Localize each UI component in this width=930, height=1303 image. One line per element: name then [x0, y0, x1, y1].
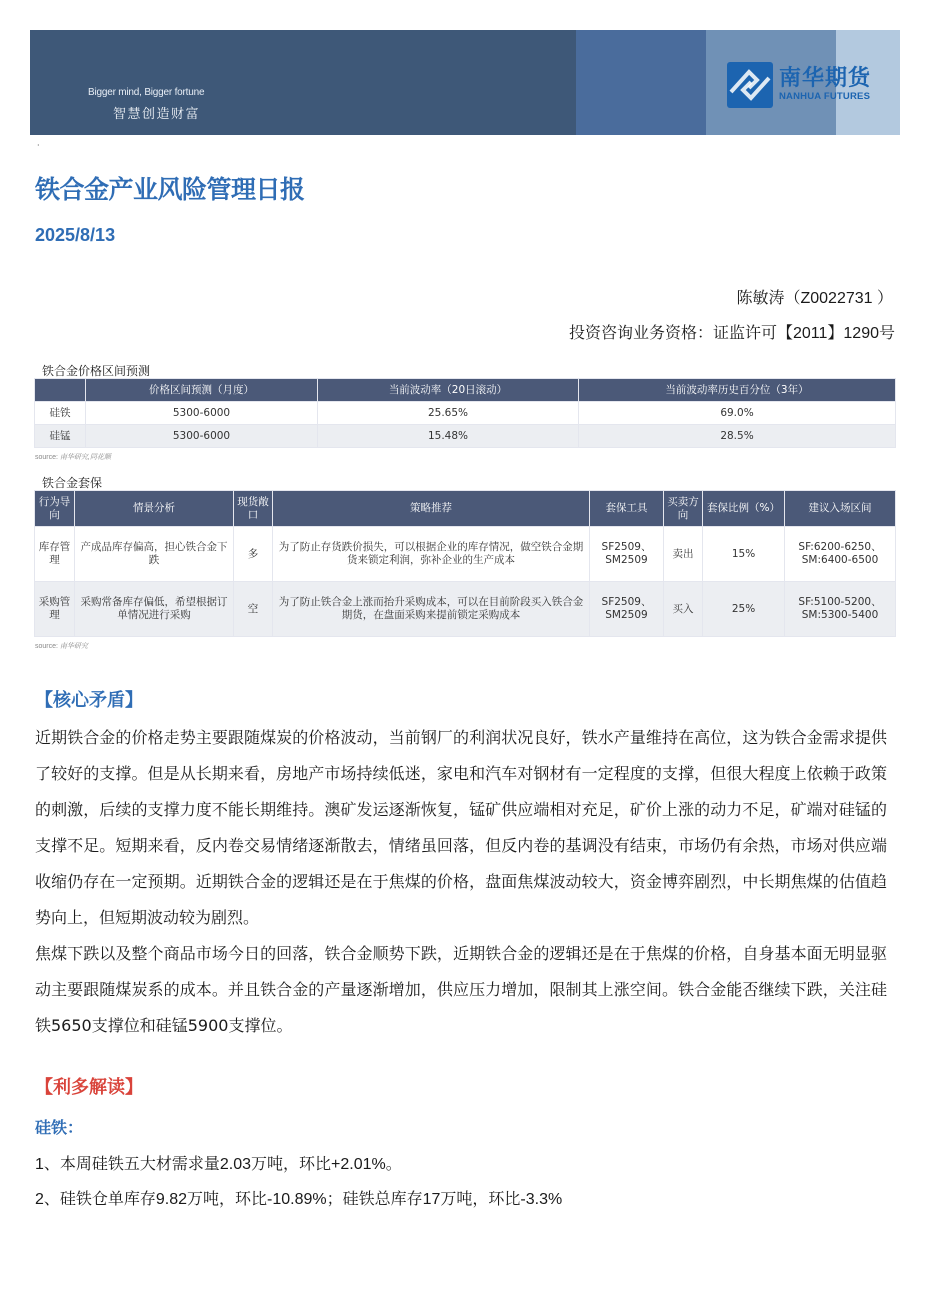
- header-banner: [30, 30, 900, 135]
- column-header: [35, 379, 86, 402]
- row-label: 硅锰: [35, 425, 86, 448]
- hedge-strategy-table: [34, 490, 896, 637]
- column-header: 行为导向: [35, 491, 75, 527]
- marker-dot: ·: [37, 141, 40, 150]
- table-cell: SF2509、SM2509: [590, 527, 664, 582]
- source-value: 南华研究: [59, 643, 88, 650]
- column-header: 当前波动率历史百分位（3年）: [579, 379, 896, 402]
- table-cell: SF:6200-6250、SM:6400-6500: [785, 527, 896, 582]
- column-header: 现货敞口: [234, 491, 273, 527]
- column-header: 情景分析: [75, 491, 234, 527]
- table-cell: 多: [234, 527, 273, 582]
- column-header: 策略推荐: [273, 491, 590, 527]
- price-table-source: [35, 452, 111, 462]
- table-row: [35, 425, 896, 448]
- column-header: 买卖方向: [664, 491, 703, 527]
- report-date: 2025/8/13: [35, 225, 116, 245]
- bullish-item: 1、本周硅铁五大材需求量2.03万吨，环比+2.01%。: [35, 1156, 402, 1173]
- license-info: 投资咨询业务资格：证监许可【2011】1290号: [568, 325, 895, 342]
- banner-band: [576, 30, 708, 135]
- table-cell: SF2509、SM2509: [590, 582, 664, 637]
- table-cell: 为了防止铁合金上涨而抬升采购成本，可以在目前阶段买入铁合金期货，在盘面采购来提前锁定采购成本: [273, 582, 590, 637]
- column-header: 套保比例（%）: [703, 491, 785, 527]
- table-cell: 25.65%: [318, 402, 579, 425]
- report-title: 铁合金产业风险管理日报: [35, 175, 305, 204]
- table-cell: 采购常备库存偏低，希望根据订单情况进行采购: [75, 582, 234, 637]
- table-cell: 买入: [664, 582, 703, 637]
- table-cell: 25%: [703, 582, 785, 637]
- table-cell: 卖出: [664, 527, 703, 582]
- table-cell: 空: [234, 582, 273, 637]
- company-logo: [727, 62, 871, 108]
- column-header: 套保工具: [590, 491, 664, 527]
- column-header: 价格区间预测（月度）: [86, 379, 318, 402]
- source-label: source:: [35, 454, 58, 461]
- table-cell: SF:5100-5200、SM:5300-5400: [785, 582, 896, 637]
- table-cell: 库存管理: [35, 527, 75, 582]
- slogan-chinese: 智慧创造财富: [113, 107, 201, 122]
- table-cell: 28.5%: [579, 425, 896, 448]
- column-header: 建议入场区间: [785, 491, 896, 527]
- table-cell: 5300-6000: [86, 425, 318, 448]
- row-label: 硅铁: [35, 402, 86, 425]
- analyst-name: 陈敏涛（Z0022731 ）: [736, 290, 893, 307]
- table-cell: 69.0%: [579, 402, 896, 425]
- logo-chinese-text: 南华期货: [779, 66, 872, 91]
- ferrosilicon-subheading: 硅铁：: [35, 1118, 84, 1137]
- core-paragraph-1: 近期铁合金的价格走势主要跟随煤炭的价格波动，当前钢厂的利润状况良好，铁水产量维持在高位，这为铁合金需求提供了较好的支撑。但是从长期来看，房地产市场持续低迷，家电和汽车对钢材有一定程度的支撑，但很大程度上依赖于政策的刺激，后续的支撑力度不能长期维持。澳矿发运逐渐恢复，锰矿供应端相对充足，矿价上涨的动力不足，矿端对硅锰的支撑不足。短期来看，反内卷交易情绪逐渐散去，情绪虽回落，但反内卷的基调没有结束，市场仍有余热，市场对供应端收缩仍存在一定预期。近期铁合金的逻辑还是在于焦煤的价格，盘面焦煤波动较大，资金博弈剧烈，中长期焦煤的估值趋势向上，但短期波动较为剧烈。: [35, 728, 887, 927]
- table-cell: 5300-6000: [86, 402, 318, 425]
- hedge-table-caption: 铁合金套保: [42, 476, 103, 490]
- logo-english-text: NANHUA FUTURES: [779, 91, 871, 102]
- table-header-row: [35, 379, 896, 402]
- table-header-row: [35, 491, 896, 527]
- table-cell: 采购管理: [35, 582, 75, 637]
- bullish-item: 2、硅铁仓单库存9.82万吨，环比-10.89%；硅铁总库存17万吨，环比-3.3%: [35, 1191, 563, 1208]
- hedge-table-source: [35, 641, 88, 651]
- table-cell: 15%: [703, 527, 785, 582]
- source-value: 南华研究,同花顺: [59, 454, 111, 461]
- slogan-english: Bigger mind, Bigger fortune: [88, 87, 205, 98]
- price-table-caption: 铁合金价格区间预测: [42, 364, 151, 378]
- price-range-table: [34, 378, 896, 448]
- logo-mark-icon: [727, 62, 773, 108]
- core-contradiction-heading: 【核心矛盾】: [35, 690, 143, 711]
- column-header: 当前波动率（20日滚动）: [318, 379, 579, 402]
- table-cell: 产成品库存偏高，担心铁合金下跌: [75, 527, 234, 582]
- table-row: [35, 582, 896, 637]
- table-row: [35, 527, 896, 582]
- table-cell: 15.48%: [318, 425, 579, 448]
- source-label: source:: [35, 643, 58, 650]
- core-paragraph-2: 焦煤下跌以及整个商品市场今日的回落，铁合金顺势下跌，近期铁合金的逻辑还是在于焦煤的价格，自身基本面无明显驱动主要跟随煤炭系的成本。并且铁合金的产量逐渐增加，供应压力增加，限制其上涨空间。铁合金能否继续下跌，关注硅铁5650支撑位和硅锰5900支撑位。: [35, 944, 887, 1035]
- table-cell: 为了防止存货跌价损失，可以根据企业的库存情况，做空铁合金期货来锁定利润，弥补企业的生产成本: [273, 527, 590, 582]
- table-row: [35, 402, 896, 425]
- bullish-heading: 【利多解读】: [35, 1077, 143, 1098]
